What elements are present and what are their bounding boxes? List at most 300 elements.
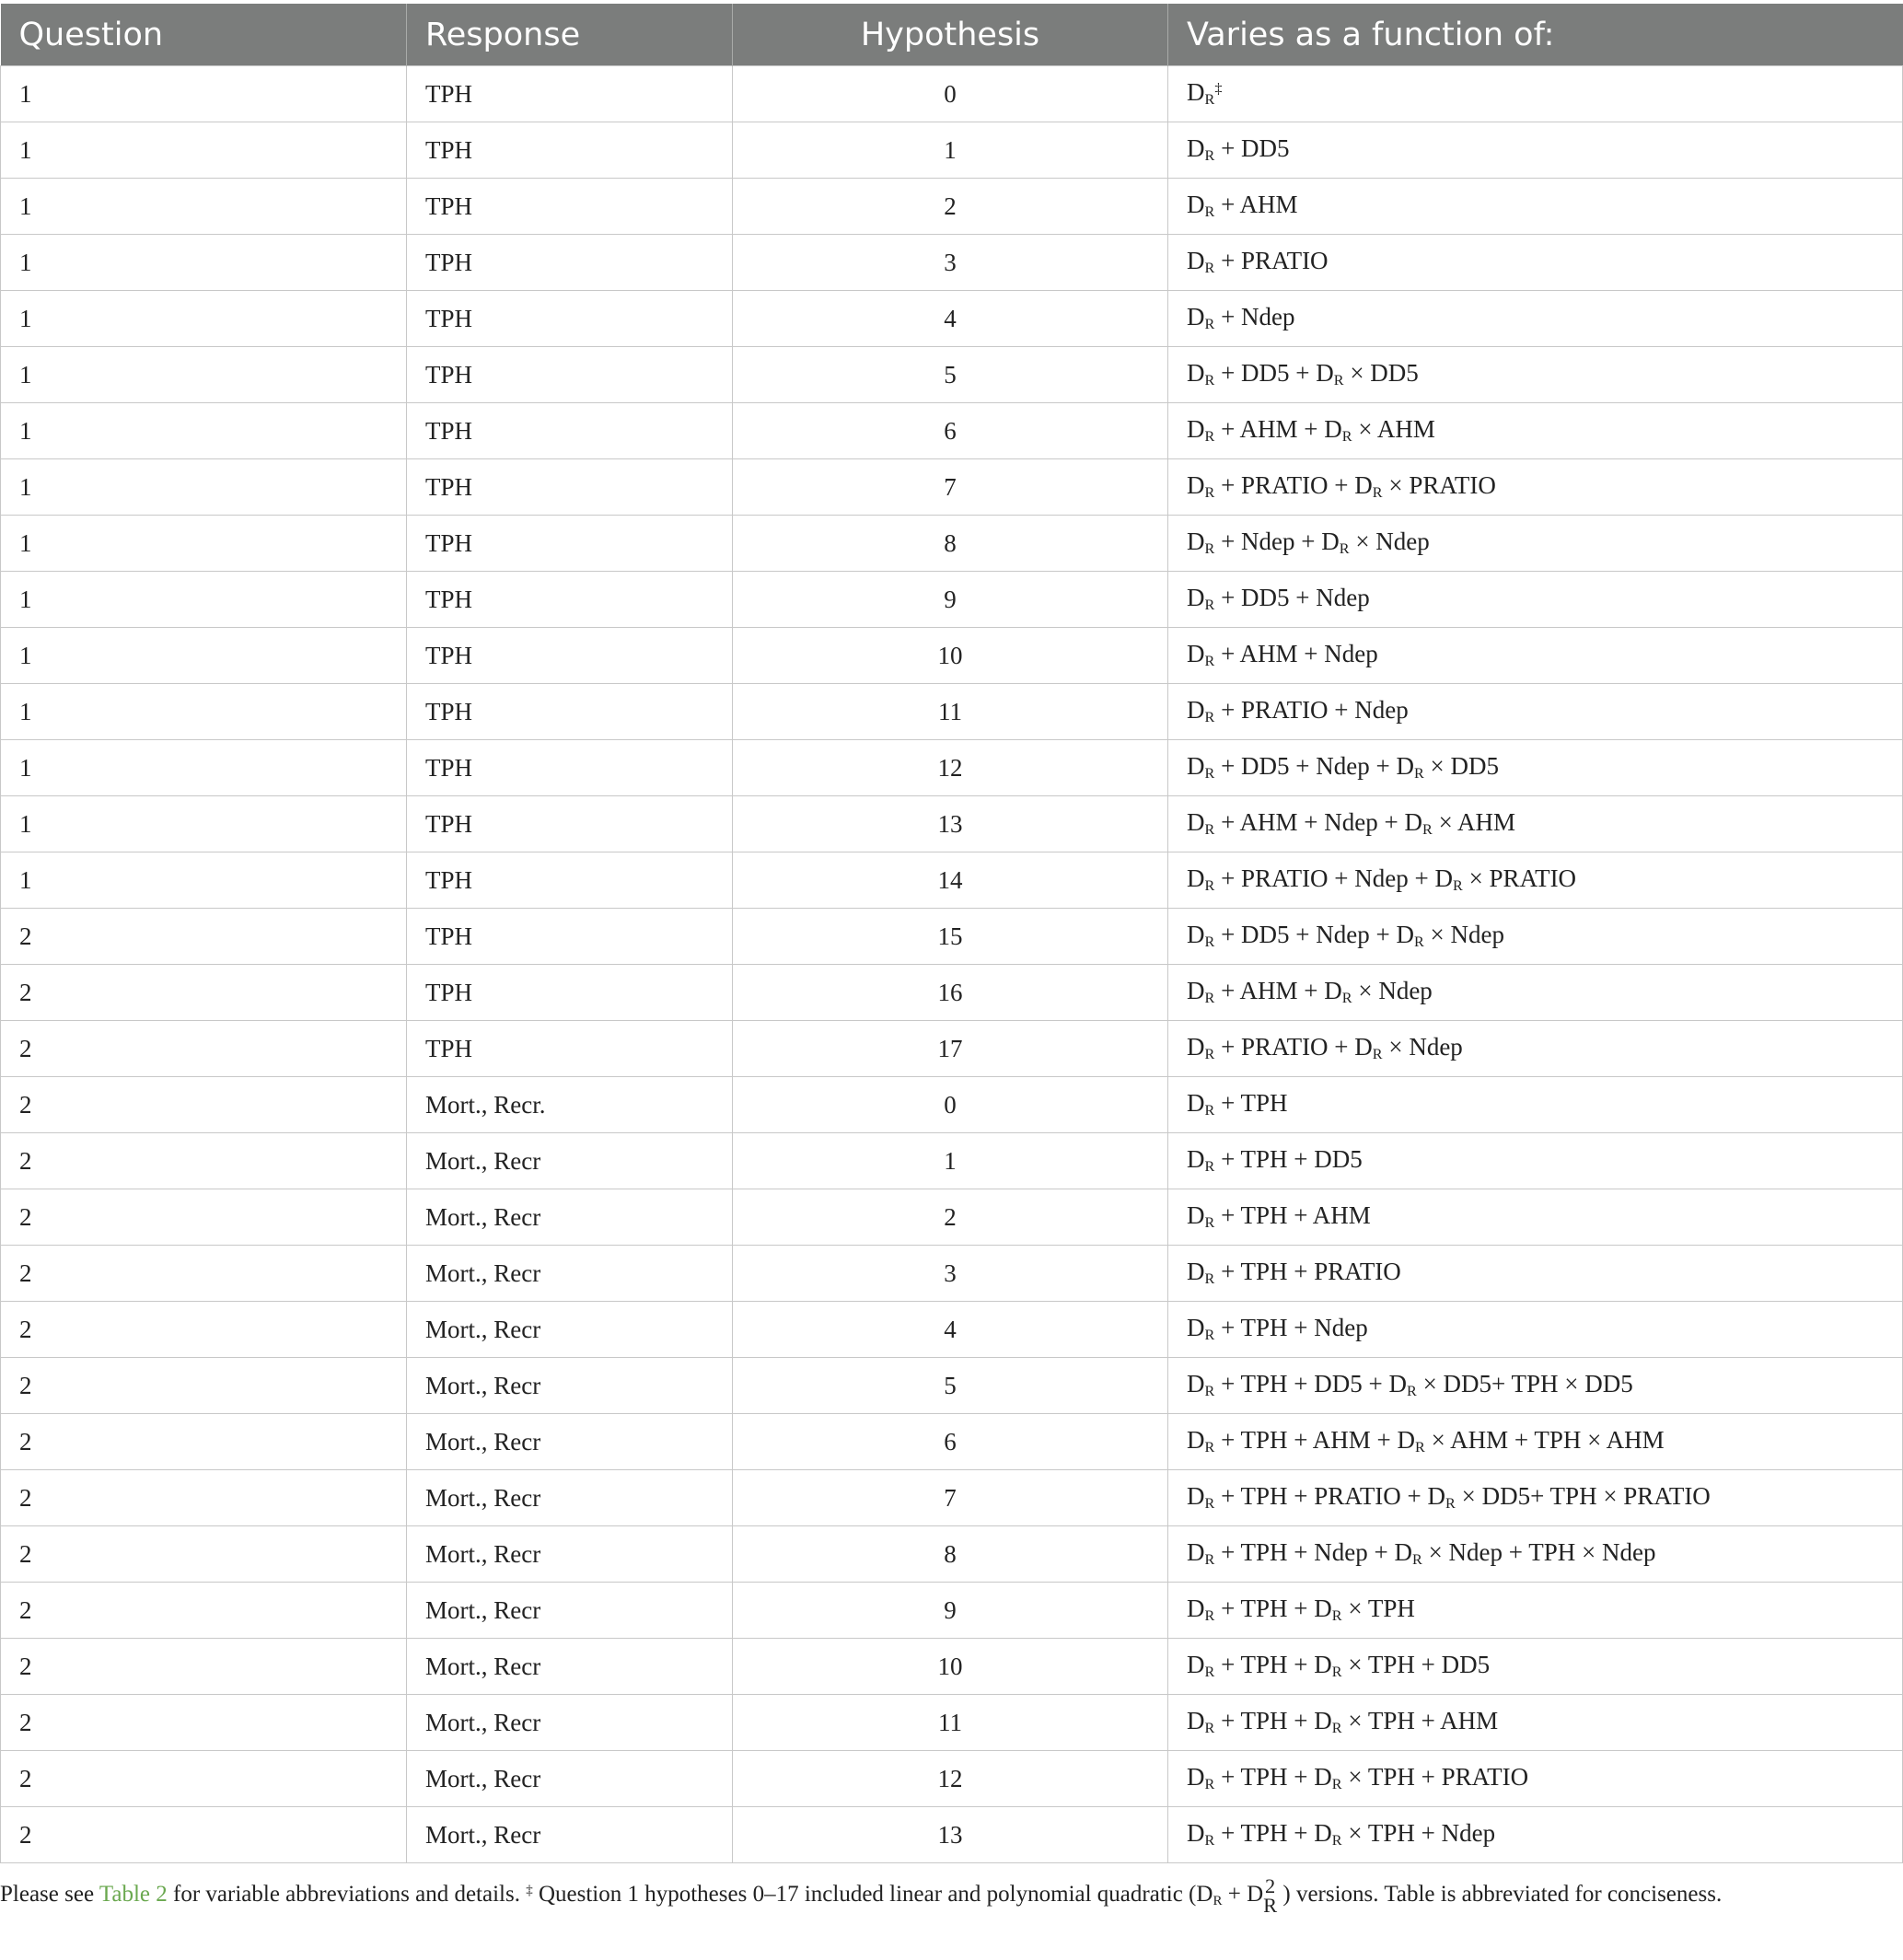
response-cell: Mort., Recr (407, 1302, 733, 1358)
formula-text: + TPH + D (1214, 1707, 1332, 1735)
formula-text: D (1187, 1258, 1205, 1286)
square-subscript: R (1263, 1894, 1278, 1918)
formula-subscript: R (1204, 484, 1215, 502)
formula-text: × TPH (1341, 1595, 1415, 1623)
formula-text: D (1187, 1819, 1205, 1848)
formula-subscript: R (1204, 1832, 1215, 1850)
question-cell: 1 (1, 179, 407, 235)
hypothesis-cell: 9 (733, 572, 1168, 628)
table-row (1, 909, 1903, 965)
hypothesis-cell: 13 (733, 1807, 1168, 1863)
formula-subscript: R (1413, 934, 1424, 951)
formula-subscript: R (1204, 709, 1215, 726)
formula-text: D (1187, 191, 1205, 219)
formula-text: × AHM (1352, 415, 1435, 444)
formula-text: + TPH (1214, 1089, 1288, 1118)
response-cell: Mort., Recr (407, 1807, 733, 1863)
formula-text: D (1187, 584, 1205, 612)
formula-text: D (1187, 303, 1205, 331)
hypothesis-cell: 8 (733, 1526, 1168, 1583)
hypothesis-cell: 4 (733, 291, 1168, 347)
table-row (1, 1189, 1903, 1246)
table-row (1, 1358, 1903, 1414)
table-row (1, 459, 1903, 516)
formula-text: D (1187, 977, 1205, 1005)
formula-text: + TPH + PRATIO (1214, 1258, 1401, 1286)
table-row (1, 1246, 1903, 1302)
formula-cell (1168, 122, 1903, 179)
table-row (1, 516, 1903, 572)
formula-text: × Ndep (1352, 977, 1433, 1005)
response-cell: TPH (407, 852, 733, 909)
hypothesis-cell: 0 (733, 66, 1168, 122)
table-header (1, 4, 1903, 66)
question-cell: 1 (1, 796, 407, 852)
formula-text: + TPH + D (1214, 1651, 1332, 1679)
formula-subscript: R (1204, 1102, 1215, 1119)
formula-subscript: R (1331, 1664, 1342, 1681)
formula-subscript: R (1204, 1270, 1215, 1288)
formula-subscript: R (1204, 653, 1215, 670)
question-cell: 2 (1, 1695, 407, 1751)
formula-text: × Ndep + TPH × Ndep (1421, 1538, 1656, 1567)
formula-text: × Ndep (1382, 1033, 1463, 1061)
formula-text: + DD5 (1214, 134, 1290, 163)
formula-subscript: R (1331, 1776, 1342, 1793)
response-cell: Mort., Recr (407, 1470, 733, 1526)
formula-subscript: R (1204, 260, 1215, 277)
formula-subscript: R (1204, 1439, 1215, 1456)
formula-text: D (1187, 1538, 1205, 1567)
formula-text: × Ndep (1349, 528, 1430, 556)
formula-text: + TPH + D (1214, 1595, 1332, 1623)
hypotheses-table (0, 4, 1903, 1863)
response-cell: TPH (407, 516, 733, 572)
formula-subscript: R (1372, 484, 1383, 502)
formula-subscript: R (1204, 1046, 1215, 1063)
table-row (1, 796, 1903, 852)
formula-text: + AHM + D (1214, 415, 1342, 444)
response-cell: Mort., Recr (407, 1639, 733, 1695)
formula-subscript: R (1204, 821, 1215, 839)
formula-text: D (1187, 1201, 1205, 1230)
response-cell: TPH (407, 684, 733, 740)
formula-text: × DD5+ TPH × PRATIO (1455, 1482, 1711, 1511)
question-cell: 1 (1, 684, 407, 740)
formula-subscript: R (1204, 1720, 1215, 1737)
formula-text: + AHM + Ndep (1214, 640, 1378, 668)
question-cell: 1 (1, 66, 407, 122)
formula-subscript: R (1372, 1046, 1383, 1063)
table-row (1, 347, 1903, 403)
hypothesis-cell: 6 (733, 403, 1168, 459)
response-cell: TPH (407, 740, 733, 796)
formula-text: + PRATIO + Ndep (1214, 696, 1409, 725)
question-cell: 2 (1, 965, 407, 1021)
response-cell: Mort., Recr (407, 1358, 733, 1414)
formula-text: + PRATIO (1214, 247, 1329, 275)
formula-text: × AHM (1432, 808, 1516, 837)
formula-text: D (1187, 1426, 1205, 1455)
table-footnote (0, 1876, 1902, 1916)
hypothesis-cell: 12 (733, 1751, 1168, 1807)
formula-subscript: R (1204, 1214, 1215, 1232)
formula-text: × TPH + DD5 (1341, 1651, 1491, 1679)
table-row (1, 1526, 1903, 1583)
question-cell: 1 (1, 403, 407, 459)
question-cell: 2 (1, 1526, 407, 1583)
question-cell: 1 (1, 122, 407, 179)
formula-cell (1168, 796, 1903, 852)
footnote-text: + D (1222, 1882, 1264, 1908)
table-row (1, 628, 1903, 684)
response-cell: TPH (407, 66, 733, 122)
formula-cell (1168, 403, 1903, 459)
response-cell: Mort., Recr (407, 1583, 733, 1639)
formula-subscript: R (1204, 1383, 1215, 1400)
dr-squared (1263, 1876, 1277, 1916)
formula-subscript: R (1204, 1664, 1215, 1681)
formula-text: D (1187, 247, 1205, 275)
formula-subscript: R (1204, 934, 1215, 951)
response-cell: Mort., Recr (407, 1751, 733, 1807)
hypothesis-cell: 11 (733, 1695, 1168, 1751)
formula-cell (1168, 66, 1903, 122)
question-cell: 2 (1, 909, 407, 965)
formula-subscript: R (1341, 428, 1352, 446)
formula-text: + TPH + D (1214, 1819, 1332, 1848)
hypothesis-cell: 2 (733, 1189, 1168, 1246)
formula-cell (1168, 1189, 1903, 1246)
formula-text: D (1187, 1089, 1205, 1118)
response-cell: TPH (407, 909, 733, 965)
formula-subscript: R (1204, 203, 1215, 221)
formula-cell (1168, 1021, 1903, 1077)
formula-subscript: R (1204, 1327, 1215, 1344)
formula-text: D (1187, 1482, 1205, 1511)
hypothesis-cell: 7 (733, 1470, 1168, 1526)
table-row (1, 1302, 1903, 1358)
hypothesis-cell: 0 (733, 1077, 1168, 1133)
formula-text: D (1187, 864, 1205, 893)
question-cell: 2 (1, 1414, 407, 1470)
header-response: Response (407, 4, 733, 66)
formula-text: D (1187, 1033, 1205, 1061)
formula-text: × TPH + PRATIO (1341, 1763, 1529, 1792)
hypothesis-cell: 1 (733, 1133, 1168, 1189)
formula-subscript: R (1204, 372, 1215, 389)
table-row (1, 965, 1903, 1021)
question-cell: 2 (1, 1133, 407, 1189)
formula-text: D (1187, 808, 1205, 837)
formula-subscript: R (1204, 1158, 1215, 1176)
table-row (1, 684, 1903, 740)
hypothesis-cell: 10 (733, 628, 1168, 684)
formula-subscript: R (1204, 147, 1215, 165)
hypothesis-cell: 3 (733, 235, 1168, 291)
formula-subscript: R (1204, 1607, 1215, 1625)
question-cell: 1 (1, 572, 407, 628)
table-row (1, 1077, 1903, 1133)
hypothesis-cell: 14 (733, 852, 1168, 909)
table-row (1, 179, 1903, 235)
table-row (1, 1414, 1903, 1470)
question-cell: 2 (1, 1583, 407, 1639)
table-row (1, 572, 1903, 628)
formula-text: D (1187, 528, 1205, 556)
formula-text: D (1187, 696, 1205, 725)
formula-text: + TPH + Ndep + D (1214, 1538, 1412, 1567)
table-row (1, 66, 1903, 122)
response-cell: TPH (407, 403, 733, 459)
formula-cell (1168, 1695, 1903, 1751)
table-row (1, 1695, 1903, 1751)
formula-text: × DD5 (1343, 359, 1419, 388)
response-cell: TPH (407, 179, 733, 235)
formula-subscript: R (1204, 597, 1215, 614)
formula-text: D (1187, 471, 1205, 500)
hypothesis-cell: 7 (733, 459, 1168, 516)
formula-subscript: R (1204, 540, 1215, 558)
response-cell: TPH (407, 235, 733, 291)
formula-text: D (1187, 1707, 1205, 1735)
hypothesis-cell: 3 (733, 1246, 1168, 1302)
formula-text: + DD5 + Ndep (1214, 584, 1370, 612)
formula-cell (1168, 909, 1903, 965)
question-cell: 2 (1, 1358, 407, 1414)
formula-subscript: R (1204, 877, 1215, 895)
formula-text: × AHM + TPH × AHM (1424, 1426, 1665, 1455)
response-cell: Mort., Recr (407, 1133, 733, 1189)
formula-text: D (1187, 752, 1205, 781)
formula-cell (1168, 1639, 1903, 1695)
formula-subscript: R (1407, 1383, 1417, 1400)
hypothesis-cell: 6 (733, 1414, 1168, 1470)
response-cell: TPH (407, 965, 733, 1021)
formula-text: + DD5 + D (1214, 359, 1334, 388)
hypothesis-cell: 5 (733, 347, 1168, 403)
square-exponent: 2 (1265, 1874, 1276, 1897)
formula-subscript: R (1331, 1607, 1342, 1625)
formula-text: × PRATIO (1382, 471, 1496, 500)
hypothesis-cell: 11 (733, 684, 1168, 740)
footnote-text: ) versions. Table is abbreviated for conciseness. (1277, 1882, 1723, 1908)
formula-text: + TPH + Ndep (1214, 1314, 1368, 1342)
formula-cell (1168, 1246, 1903, 1302)
formula-text: D (1187, 921, 1205, 949)
formula-subscript: R (1333, 372, 1344, 389)
header-question: Question (1, 4, 407, 66)
header-varies-as-function-of: Varies as a function of: (1168, 4, 1903, 66)
formula-text: × Ndep (1423, 921, 1505, 949)
formula-text: + TPH + D (1214, 1763, 1332, 1792)
hypothesis-cell: 9 (733, 1583, 1168, 1639)
formula-subscript: R (1331, 1720, 1342, 1737)
formula-superscript: ‡ (1214, 80, 1223, 98)
table-row (1, 852, 1903, 909)
hypothesis-cell: 16 (733, 965, 1168, 1021)
table-row (1, 1583, 1903, 1639)
formula-text: + DD5 + Ndep + D (1214, 752, 1414, 781)
hypothesis-cell: 1 (733, 122, 1168, 179)
formula-subscript: R (1422, 821, 1433, 839)
formula-cell (1168, 1302, 1903, 1358)
hypothesis-cell: 15 (733, 909, 1168, 965)
table-row (1, 122, 1903, 179)
footnote-text: Question 1 hypotheses 0–17 included linear and polynomial quadratic (D (532, 1882, 1213, 1908)
question-cell: 1 (1, 628, 407, 684)
hypothesis-cell: 10 (733, 1639, 1168, 1695)
formula-cell (1168, 1358, 1903, 1414)
table-row (1, 403, 1903, 459)
formula-text: D (1187, 415, 1205, 444)
table-row (1, 1639, 1903, 1695)
question-cell: 1 (1, 852, 407, 909)
question-cell: 1 (1, 459, 407, 516)
formula-text: + PRATIO + Ndep + D (1214, 864, 1453, 893)
formula-text: × TPH + AHM (1341, 1707, 1499, 1735)
table-row (1, 1751, 1903, 1807)
question-cell: 2 (1, 1189, 407, 1246)
formula-text: + TPH + DD5 (1214, 1145, 1363, 1174)
formula-text: D (1187, 1370, 1205, 1398)
response-cell: Mort., Recr (407, 1414, 733, 1470)
response-cell: TPH (407, 122, 733, 179)
formula-subscript: R (1412, 1551, 1422, 1569)
formula-text: D (1187, 1595, 1205, 1623)
formula-cell (1168, 740, 1903, 796)
formula-cell (1168, 1751, 1903, 1807)
formula-cell (1168, 852, 1903, 909)
question-cell: 2 (1, 1639, 407, 1695)
table-2-link[interactable]: Table 2 (99, 1882, 168, 1908)
formula-subscript: R (1331, 1832, 1342, 1850)
table-body (1, 66, 1903, 1863)
header-row (1, 4, 1903, 66)
formula-text: D (1187, 1651, 1205, 1679)
question-cell: 2 (1, 1021, 407, 1077)
table-row (1, 1021, 1903, 1077)
formula-cell (1168, 291, 1903, 347)
formula-cell (1168, 235, 1903, 291)
table-row (1, 1133, 1903, 1189)
formula-subscript: R (1453, 877, 1463, 895)
formula-cell (1168, 347, 1903, 403)
formula-subscript: R (1204, 316, 1215, 333)
formula-cell (1168, 1807, 1903, 1863)
formula-subscript: R (1413, 765, 1424, 783)
formula-text: + TPH + AHM + D (1214, 1426, 1416, 1455)
question-cell: 1 (1, 347, 407, 403)
question-cell: 1 (1, 516, 407, 572)
question-cell: 2 (1, 1302, 407, 1358)
question-cell: 1 (1, 235, 407, 291)
formula-text: + AHM + D (1214, 977, 1342, 1005)
response-cell: Mort., Recr (407, 1189, 733, 1246)
table-row (1, 291, 1903, 347)
response-cell: TPH (407, 1021, 733, 1077)
formula-text: × PRATIO (1462, 864, 1577, 893)
formula-cell (1168, 628, 1903, 684)
response-cell: Mort., Recr (407, 1695, 733, 1751)
formula-subscript: R (1204, 1776, 1215, 1793)
hypothesis-cell: 5 (733, 1358, 1168, 1414)
hypothesis-cell: 8 (733, 516, 1168, 572)
response-cell: TPH (407, 291, 733, 347)
formula-text: D (1187, 78, 1205, 107)
hypothesis-cell: 2 (733, 179, 1168, 235)
formula-text: D (1187, 134, 1205, 163)
formula-text: D (1187, 1145, 1205, 1174)
formula-subscript: R (1341, 990, 1352, 1007)
response-cell: TPH (407, 347, 733, 403)
formula-text: + PRATIO + D (1214, 1033, 1373, 1061)
hypothesis-cell: 17 (733, 1021, 1168, 1077)
formula-cell (1168, 1077, 1903, 1133)
hypothesis-cell: 12 (733, 740, 1168, 796)
question-cell: 1 (1, 740, 407, 796)
formula-cell (1168, 1470, 1903, 1526)
formula-text: × DD5+ TPH × DD5 (1416, 1370, 1633, 1398)
response-cell: TPH (407, 459, 733, 516)
formula-text: + AHM + Ndep + D (1214, 808, 1422, 837)
question-cell: 1 (1, 291, 407, 347)
question-cell: 2 (1, 1246, 407, 1302)
formula-cell (1168, 572, 1903, 628)
formula-cell (1168, 516, 1903, 572)
dagger-mark: ‡ (526, 1883, 533, 1898)
response-cell: TPH (407, 572, 733, 628)
table-row (1, 235, 1903, 291)
formula-text: × TPH + Ndep (1341, 1819, 1496, 1848)
table-row (1, 1807, 1903, 1863)
formula-cell (1168, 1414, 1903, 1470)
formula-cell (1168, 1583, 1903, 1639)
header-hypothesis: Hypothesis (733, 4, 1168, 66)
footnote-text: Please see (0, 1882, 99, 1908)
formula-text: + AHM (1214, 191, 1298, 219)
formula-text: × DD5 (1423, 752, 1500, 781)
question-cell: 2 (1, 1751, 407, 1807)
hypothesis-cell: 4 (733, 1302, 1168, 1358)
formula-subscript: R (1204, 990, 1215, 1007)
formula-subscript: R (1204, 1495, 1215, 1513)
formula-text: D (1187, 1763, 1205, 1792)
hypothesis-cell: 13 (733, 796, 1168, 852)
formula-subscript: R (1339, 540, 1350, 558)
formula-text: + TPH + PRATIO + D (1214, 1482, 1446, 1511)
formula-subscript: R (1204, 91, 1215, 109)
formula-subscript: R (1204, 765, 1215, 783)
formula-text: + Ndep (1214, 303, 1295, 331)
formula-text: + TPH + DD5 + D (1214, 1370, 1408, 1398)
question-cell: 2 (1, 1077, 407, 1133)
formula-text: D (1187, 1314, 1205, 1342)
formula-text: + DD5 + Ndep + D (1214, 921, 1414, 949)
response-cell: TPH (407, 796, 733, 852)
response-cell: Mort., Recr (407, 1246, 733, 1302)
formula-cell (1168, 459, 1903, 516)
formula-cell (1168, 1526, 1903, 1583)
question-cell: 2 (1, 1470, 407, 1526)
formula-subscript: R (1415, 1439, 1425, 1456)
response-cell: TPH (407, 628, 733, 684)
question-cell: 2 (1, 1807, 407, 1863)
table-row (1, 740, 1903, 796)
table-row (1, 1470, 1903, 1526)
formula-cell (1168, 1133, 1903, 1189)
formula-cell (1168, 684, 1903, 740)
